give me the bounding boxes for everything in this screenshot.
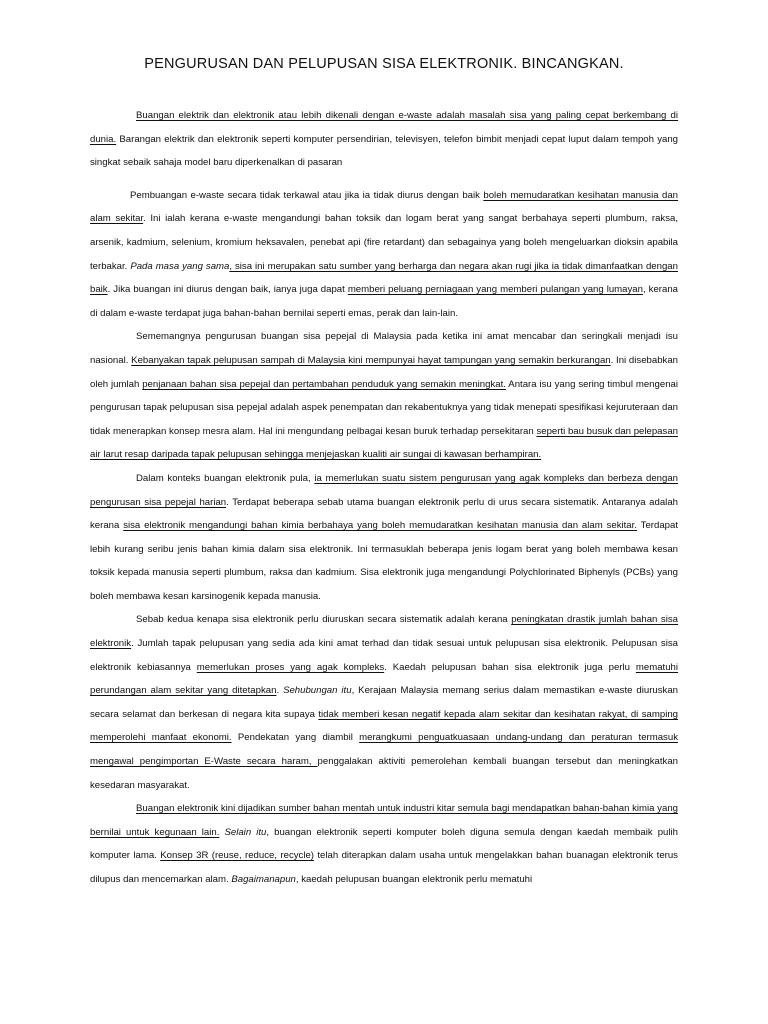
document-body <box>90 104 678 892</box>
text-run: . Ini ialah kerana e-waste mengandungi bahan toksik dan logam berat yang sangat berbahaya seperti plumbum, raksa, arsenik, kadmium, selenium, kromium heksavalen, penebat api (fire retardant) dan sebagainya yang boleh mengeluarkan dioksin apabila terbakar. <box>90 213 679 272</box>
text-run: Sebab kedua kenapa sisa elektronik perlu diuruskan secara sistematik adalah kerana <box>136 614 512 626</box>
underlined-text: ia memerlukan suatu sistem pengurusan yang agak kompleks dan berbeza dengan pengurusan sisa pepejal harian <box>90 472 678 508</box>
text-run: Barangan elektrik dan elektronik seperti komputer persendirian, televisyen, telefon bimbit menjadi cepat luput dalam tempoh yang singkat sebaik sahaja model baru diperkenalkan di pasaran <box>90 133 678 169</box>
underlined-text: Kebanyakan tapak pelupusan sampah di Malaysia kini mempunyai hayat tampungan yang semakin berkurangan <box>131 354 611 366</box>
underlined-text: memerlukan proses yang agak kompleks <box>196 661 385 673</box>
underlined-text: Konsep 3R (reuse, reduce, recycle) <box>160 850 314 862</box>
text-run: Pembuangan e-waste secara tidak terkawal atau jika ia tidak diurus dengan baik <box>130 189 484 201</box>
underlined-text: merangkumi penguatkuasaan undang-undang dan peraturan termasuk mengawal pengimportan E-Waste secara haram, <box>90 732 678 768</box>
underlined-text: tidak memberi kesan negatif kepada alam sekitar dan kesihatan rakyat, di samping memperolehi manfaat ekonomi. <box>90 708 678 744</box>
text-run: Antara isu yang sering timbul mengenai pengurusan tapak pelupusan sisa pepejal adalah aspek penempatan dan rekabentuknya yang tidak menepati spesifikasi kejuruteraan dan tidak menerapkan konsep mesra alam. Hal ini mengundang pelbagai kesan buruk terhadap persekitaran <box>90 378 678 437</box>
document-title: PENGURUSAN DAN PELUPUSAN SISA ELEKTRONIK. BINCANGKAN. <box>144 56 624 72</box>
underlined-text: peningkatan drastik jumlah bahan sisa elektronik <box>90 614 678 650</box>
text-run: telah diterapkan dalam usaha untuk mengelakkan bahan buanagan elektronik terus dilupus dan mencemarkan alam. <box>90 850 678 885</box>
text-run: , buangan elektronik seperti komputer boleh diguna semula dengan kaedah membaik pulih komputer lama. <box>90 826 678 862</box>
italic-text: Sehubungan itu <box>283 685 352 697</box>
paragraph-2 <box>90 184 678 326</box>
underlined-text: Buangan elektrik dan elektronik atau lebih dikenali dengan e-waste adalah masalah sisa yang paling cepat berkembang di dunia. <box>90 110 678 145</box>
text-run: , Kerajaan Malaysia memang serius dalam memastikan e-waste diuruskan secara selamat dan berkesan di negara kita supaya <box>90 685 678 720</box>
underlined-text: , sisa ini merupakan satu sumber yang berharga dan negara akan rugi jika ia tidak dimanfaatkan dengan baik <box>90 260 678 296</box>
paragraph-3 <box>90 325 678 467</box>
underlined-text: boleh memudaratkan kesihatan manusia dan alam sekitar <box>90 189 678 225</box>
text-run: Pendekatan yang diambil <box>231 732 360 744</box>
text-run: , kerana di dalam e-waste terdapat juga bahan-bahan bernilai seperti emas, perak dan lain-lain. <box>90 284 678 319</box>
text-run: , kaedah pelupusan buangan elektronik perlu mematuhi <box>295 874 533 885</box>
text-run: Sememangnya pengurusan buangan sisa pepejal di Malaysia pada ketika ini amat mencabar dan seringkali menjadi isu nasional. <box>90 331 678 366</box>
text-run: . <box>276 685 284 697</box>
paragraph-1 <box>90 104 678 175</box>
italic-text: Selain itu <box>224 826 267 838</box>
text-run: . Jumlah tapak pelupusan yang sedia ada kini amat terhad dan tidak sesuai untuk pelupusan sisa elektronik. Pelupusan sisa elektronik kebiasannya <box>90 638 678 673</box>
text-run: . Ini disebabkan oleh jumlah <box>90 354 679 390</box>
paragraph-4 <box>90 467 678 609</box>
text-run: Dalam konteks buangan elektronik pula, <box>136 472 315 484</box>
paragraph-5 <box>90 608 678 797</box>
text-run: Terdapat lebih kurang seribu jenis bahan kimia dalam sisa elektronik. Ini termasuklah beberapa jenis logam berat yang boleh membawa kesan toksik kepada manusia seperti plumbum, raksa dan kadmium. Sisa elektronik juga mengandungi Polychlorinated Biphenyls (PCBs) yang boleh membawa kesan karsinogenik kepada manusia. <box>90 520 678 602</box>
text-run: . Kaedah pelupusan bahan sisa elektronik juga perlu <box>384 661 636 673</box>
text-run: . Terdapat beberapa sebab utama buangan elektronik perlu di urus secara sistematik. Antaranya adalah kerana <box>90 496 678 532</box>
italic-text: Bagaimanapun <box>231 874 296 885</box>
paragraph-6 <box>90 797 678 891</box>
text-run: . Jika buangan ini diurus dengan baik, ianya juga dapat <box>107 284 348 296</box>
underlined-text: Buangan elektronik kini dijadikan sumber bahan mentah untuk industri kitar semula bagi mendapatkan bahan-bahan kimia yang bernilai untuk kegunaan lain. <box>90 803 678 838</box>
underlined-text: sisa elektronik mengandungi bahan kimia berbahaya yang boleh memudaratkan kesihatan manusia dan alam sekitar. <box>123 520 637 532</box>
underlined-text: seperti bau busuk dan pelepasan air larut resap daripada tapak pelupusan sehingga menjejaskan kualiti air sungai di kawasan berhampiran. <box>90 425 678 461</box>
text-run: penggalakan aktiviti pemerolehan kembali buangan tersebut dan meningkatkan kesedaran masyarakat. <box>90 756 679 791</box>
underlined-text: penjanaan bahan sisa pepejal dan pertambahan penduduk yang semakin meningkat. <box>142 378 506 390</box>
italic-text: Pada masa yang sama <box>130 260 230 272</box>
underlined-text: memberi peluang perniagaan yang memberi pulangan yang lumayan <box>347 284 643 296</box>
underlined-text: mematuhi perundangan alam sekitar yang ditetapkan <box>90 661 678 697</box>
